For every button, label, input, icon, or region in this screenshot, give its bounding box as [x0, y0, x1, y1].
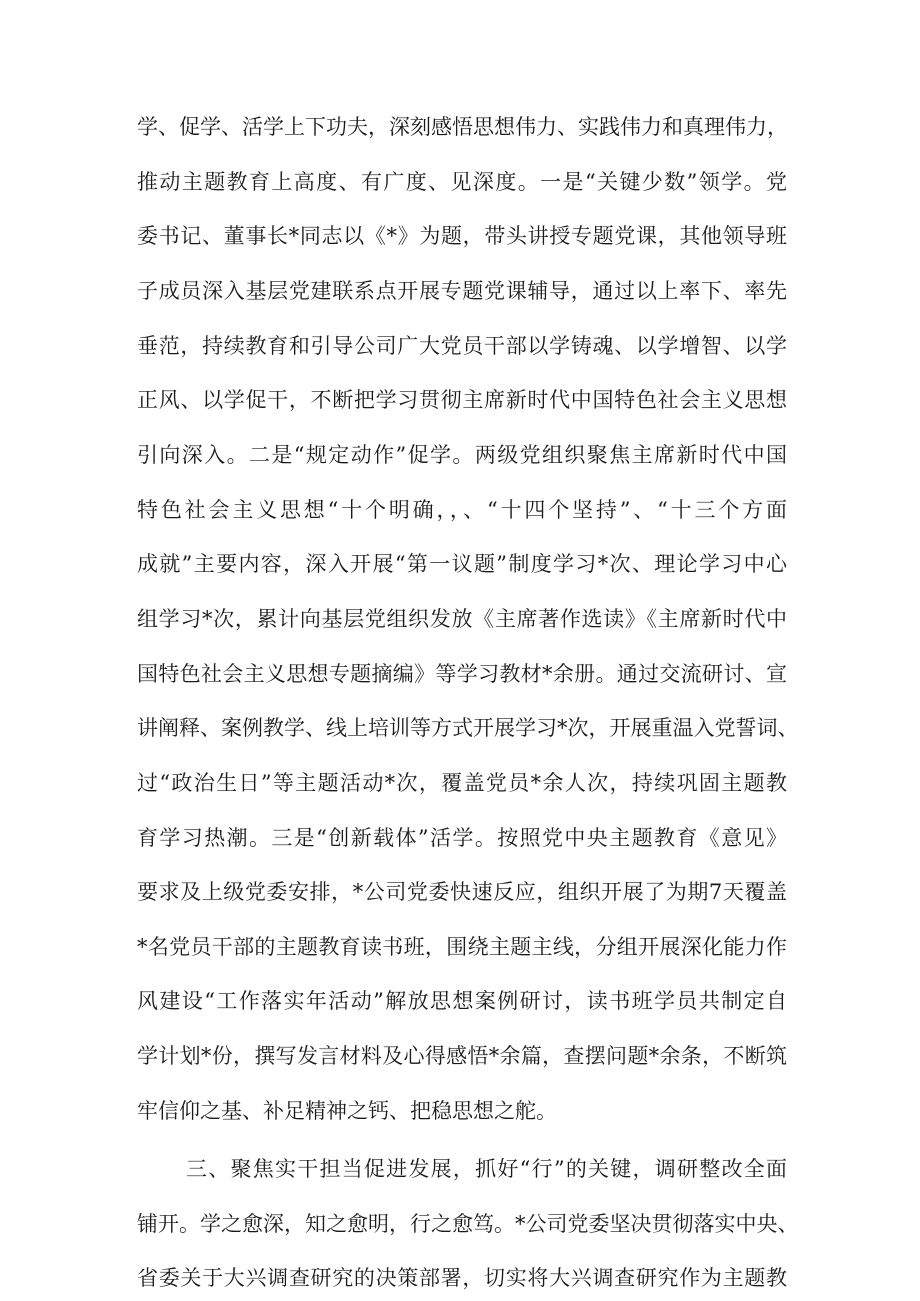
- paragraph-line-11: 国特色社会主义思想专题摘编》等学习教材*余册。通过交流研讨、宣: [137, 662, 787, 686]
- paragraph-line-16: *名党员干部的主题教育读书班，围绕主题主线，分组开展深化能力作: [137, 935, 787, 959]
- paragraph-line-12: 讲阐释、案例教学、线上培训等方式开展学习*次，开展重温入党誓词、: [137, 716, 799, 740]
- paragraph-line-13: 过“政治生日”等主题活动*次，覆盖党员*余人次，持续巩固主题教: [137, 771, 787, 795]
- paragraph-line-9: 成就”主要内容，深入开展“第一议题”制度学习*次、理论学习中心: [137, 552, 787, 576]
- paragraph-line-15: 要求及上级党委安排，*公司党委快速反应，组织开展了为期7天覆盖: [137, 880, 787, 904]
- paragraph-line-8: 特色社会主义思想“十个明确，，、“十四个坚持”、“十三个方面: [137, 498, 787, 522]
- paragraph-line-2: 推动主题教育上高度、有广度、见深度。一是“关键少数”领学。党: [137, 170, 787, 194]
- paragraph-line-3: 委书记、董事长*同志以《*》为题，带头讲授专题党课，其他领导班: [137, 224, 787, 248]
- paragraph-line-7: 引向深入。二是“规定动作”促学。两级党组织聚焦主席新时代中国: [137, 443, 787, 467]
- paragraph-line-5: 垂范，持续教育和引导公司广大党员干部以学铸魂、以学增智、以学: [137, 334, 787, 358]
- paragraph-line-14: 育学习热潮。三是“创新载体”活学。按照党中央主题教育《意见》: [137, 826, 787, 850]
- section-heading-line: 三、聚焦实干担当促进发展，抓好“行”的关键，调研整改全面: [186, 1157, 787, 1181]
- paragraph-line-10: 组学习*次，累计向基层党组织发放《主席著作选读》《主席新时代中: [137, 607, 787, 631]
- paragraph-line-17: 风建设“工作落实年活动”解放思想案例研讨，读书班学员共制定自: [137, 989, 787, 1013]
- paragraph-line-21: 铺开。学之愈深，知之愈明，行之愈笃。*公司党委坚决贯彻落实中央、: [137, 1212, 799, 1236]
- paragraph-line-18: 学计划*份，撰写发言材料及心得感悟*余篇，查摆问题*余条，不断筑: [137, 1044, 787, 1068]
- paragraph-line-19: 牢信仰之基、补足精神之钙、把稳思想之舵。: [137, 1099, 557, 1123]
- paragraph-line-6: 正风、以学促干，不断把学习贯彻主席新时代中国特色社会主义思想: [137, 388, 787, 412]
- paragraph-line-4: 子成员深入基层党建联系点开展专题党课辅导，通过以上率下、率先: [137, 279, 787, 303]
- paragraph-line-22: 省委关于大兴调查研究的决策部署，切实将大兴调查研究作为主题教: [137, 1266, 787, 1290]
- paragraph-line-1: 学、促学、活学上下功夫，深刻感悟思想伟力、实践伟力和真理伟力，: [137, 115, 788, 139]
